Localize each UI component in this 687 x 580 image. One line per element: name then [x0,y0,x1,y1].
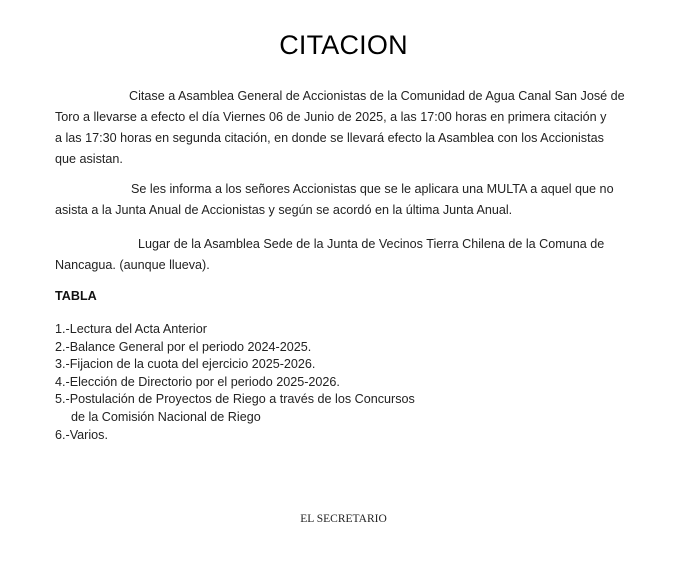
paragraph-line: Lugar de la Asamblea Sede de la Junta de Vecinos Tierra Chilena de la Comuna de [138,237,605,251]
agenda-item-text: 4.-Elección de Directorio por el periodo 2025-2026. [55,374,340,389]
agenda-item-text: 2.-Balance General por el periodo 2024-2025. [55,339,312,354]
signature: EL SECRETARIO [300,513,387,525]
paragraph-line: que asistan. [55,152,123,166]
agenda-item-text: 5.-Postulación de Proyectos de Riego a través de los Concursos [55,392,415,407]
document-title: CITACION [279,30,408,60]
summons-paragraph [55,86,635,170]
agenda-item [55,391,415,426]
paragraph-line: asista a la Junta Anual de Accionistas y según se acordó en la última Junta Anual. [55,203,513,217]
paragraph-line: Citase a Asamblea General de Accionistas de la Comunidad de Agua Canal San José de [129,89,625,103]
paragraph-line: Toro a llevarse a efecto el día Viernes 06 de Junio de 2025, a las 17:00 horas en primera citación y [55,110,607,124]
agenda-item [55,427,415,445]
paragraph-line: Nancagua. (aunque llueva). [55,258,210,272]
agenda-item [55,374,415,392]
agenda-item-text: 3.-Fijacion de la cuota del ejercicio 2025-2026. [55,357,316,372]
paragraph-line: a las 17:30 horas en segunda citación, en donde se llevará efecto la Asamblea con los Accionistas [55,131,604,145]
agenda-item [55,339,415,357]
agenda-item-text: 1.-Lectura del Acta Anterior [55,322,207,336]
agenda-heading: TABLA [55,289,97,303]
paragraph-line: Se les informa a los señores Accionistas que se le aplicara una MULTA a aquel que no [131,182,614,196]
agenda-list [55,321,415,444]
agenda-item-text: 6.-Varios. [55,427,108,442]
fine-notice-paragraph [55,179,635,221]
agenda-item [55,321,415,339]
agenda-item [55,356,415,374]
location-paragraph [55,234,635,276]
agenda-item-continuation: de la Comisión Nacional de Riego [71,409,261,424]
